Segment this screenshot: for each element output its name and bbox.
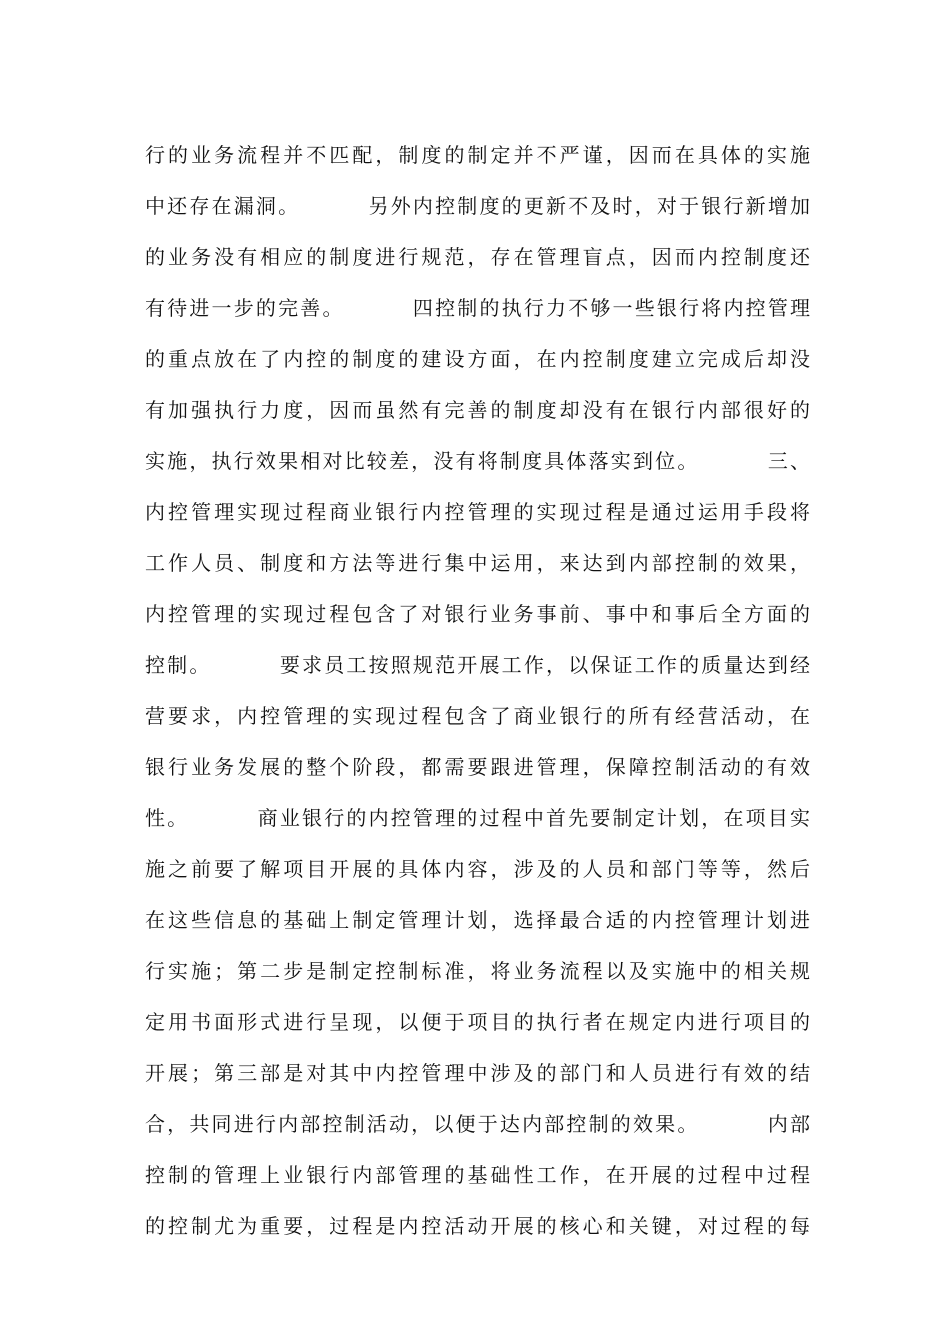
text-line-3: 的业务没有相应的制度进行规范，存在管理盲点，因而内控制度还 [145,245,810,269]
text-line-18: 定用书面形式进行呈现，以便于项目的执行者在规定内进行项目的 [145,1010,810,1034]
text-line-17: 行实施；第二步是制定控制标准，将业务流程以及实施中的相关规 [145,959,810,983]
text-line-1: 行的业务流程并不匹配，制度的制定并不严谨，因而在具体的实施 [145,143,810,167]
text-line-13: 银行业务发展的整个阶段，都需要跟进管理，保障控制活动的有效 [145,755,810,779]
text-line-16: 在这些信息的基础上制定管理计划，选择最合适的内控管理计划进 [145,908,810,932]
text-line-2: 中还存在漏洞。 另外内控制度的更新不及时，对于银行新增加 [145,194,810,218]
text-line-9: 工作人员、制度和方法等进行集中运用，来达到内部控制的效果， [145,551,810,575]
body-text [145,130,810,1252]
text-line-4: 有待进一步的完善。 四控制的执行力不够一些银行将内控管理 [145,296,810,320]
text-line-10: 内控管理的实现过程包含了对银行业务事前、事中和事后全方面的 [145,602,810,626]
text-line-6: 有加强执行力度，因而虽然有完善的制度却没有在银行内部很好的 [145,398,810,422]
text-line-21: 控制的管理上业银行内部管理的基础性工作，在开展的过程中过程 [145,1163,810,1187]
text-line-11: 控制。 要求员工按照规范开展工作，以保证工作的质量达到经 [145,653,810,677]
text-line-12: 营要求，内控管理的实现过程包含了商业银行的所有经营活动，在 [145,704,810,728]
text-line-15: 施之前要了解项目开展的具体内容，涉及的人员和部门等等，然后 [145,857,810,881]
text-line-22: 的控制尤为重要，过程是内控活动开展的核心和关键，对过程的每 [145,1214,810,1238]
text-line-19: 开展；第三部是对其中内控管理中涉及的部门和人员进行有效的结 [145,1061,810,1085]
text-line-8: 内控管理实现过程商业银行内控管理的实现过程是通过运用手段将 [145,500,810,524]
text-line-7: 实施，执行效果相对比较差，没有将制度具体落实到位。 三、 [145,449,810,473]
text-line-20: 合，共同进行内部控制活动，以便于达内部控制的效果。 内部 [145,1112,810,1136]
text-line-5: 的重点放在了内控的制度的建设方面，在内控制度建立完成后却没 [145,347,810,371]
text-line-14: 性。 商业银行的内控管理的过程中首先要制定计划，在项目实 [145,806,810,830]
